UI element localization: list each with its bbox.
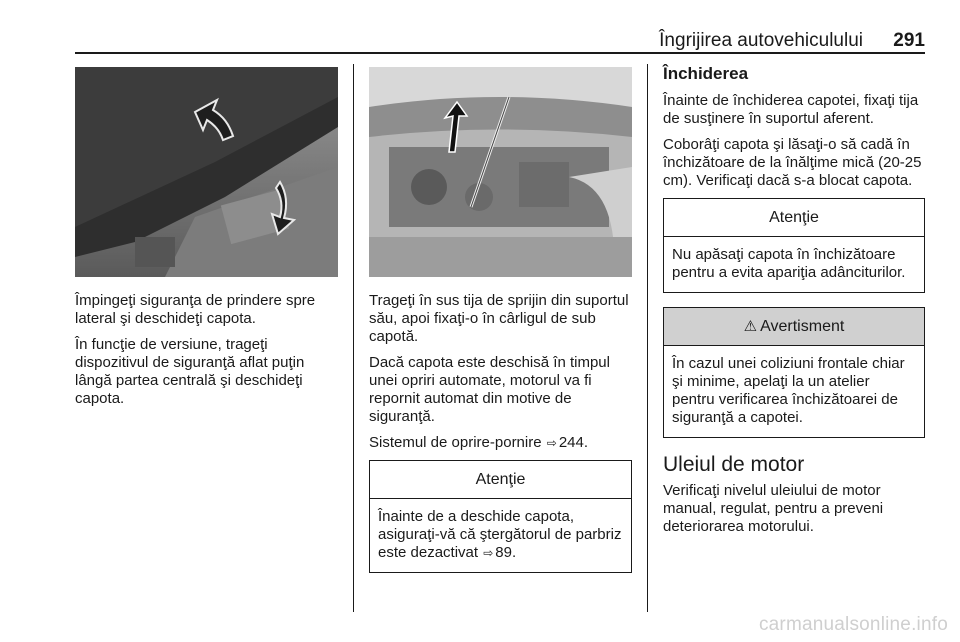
warning-triangle-icon: ⚠	[743, 318, 758, 335]
caution-box-title: Atenţie	[664, 199, 924, 237]
section-heading-closing: Închiderea	[663, 64, 749, 83]
watermark: carmanualsonline.info	[758, 614, 948, 635]
caution-box-wiper	[369, 460, 632, 573]
col2-paragraph-3	[369, 434, 632, 452]
caution-box-reference[interactable]: 89.	[495, 544, 517, 561]
photo-hood-prop-rod-illustration	[369, 67, 632, 277]
warning-box-header	[664, 308, 924, 346]
caution-box-body: Nu apăsaţi capota în închizătoare pentru a evita apariţia adânciturilor.	[672, 246, 906, 281]
page-reference-arrow-icon: ⇨	[483, 546, 494, 560]
caution-box-body	[370, 499, 631, 572]
warning-box-title: Avertisment	[760, 318, 845, 335]
column-2	[369, 292, 632, 587]
warning-box-body: În cazul unei coliziuni frontale chiar şi minime, apelaţi la un atelier pentru verificarea închizătoarei de siguranţă a capotei.	[672, 355, 905, 426]
page-number: 291	[893, 30, 925, 51]
column-3	[663, 64, 925, 544]
page-reference-arrow-icon: ⇨	[546, 436, 557, 450]
col2-p3-reference[interactable]: 244.	[558, 434, 589, 451]
col2-paragraph-2: Dacă capota este deschisă în timpul unei opriri automate, motorul va fi repornit automat din motive de siguranţă.	[369, 354, 610, 425]
page-header	[75, 24, 925, 54]
col2-paragraph-1: Trageţi în sus tija de sprijin din suportul său, apoi fixaţi-o în cârligul de sub capotă.	[369, 292, 629, 345]
header-title: Îngrijirea autovehiculului	[659, 30, 863, 51]
header-rule	[75, 52, 925, 54]
photo-hood-prop-rod	[369, 67, 632, 277]
warning-box-collision	[663, 307, 925, 438]
photo-hood-release-illustration	[75, 67, 338, 277]
col3-paragraph-1: Înainte de închiderea capotei, fixaţi tija de susţinere în suportul aferent.	[663, 92, 919, 127]
section-heading-engine-oil: Uleiul de motor	[663, 453, 805, 476]
column-divider-1	[353, 64, 354, 612]
caution-box-dents	[663, 198, 925, 293]
caution-box-title: Atenţie	[370, 461, 631, 499]
col3-paragraph-3: Verificaţi nivelul uleiului de motor manual, regulat, pentru a preveni deteriorarea motorului.	[663, 482, 884, 535]
column-1	[75, 292, 345, 416]
caution-box-text: Înainte de a deschide capota, asiguraţi-vă că ştergătorul de parbriz este dezactivat	[378, 508, 622, 561]
col1-paragraph-1: Împingeţi siguranţa de prindere spre lateral şi deschideţi capota.	[75, 292, 316, 327]
column-divider-2	[647, 64, 648, 612]
col2-p3-text: Sistemul de oprire-pornire	[369, 434, 542, 451]
photo-hood-release	[75, 67, 338, 277]
col3-paragraph-2: Coborâţi capota şi lăsaţi-o să cadă în închizătoare de la înălţime mică (20-25 cm). Verificaţi dacă s-a blocat capota.	[663, 136, 922, 189]
col1-paragraph-2: În funcţie de versiune, trageţi dispozitivul de siguranţă aflat puţin lângă partea centrală şi deschideţi capota.	[75, 336, 305, 407]
